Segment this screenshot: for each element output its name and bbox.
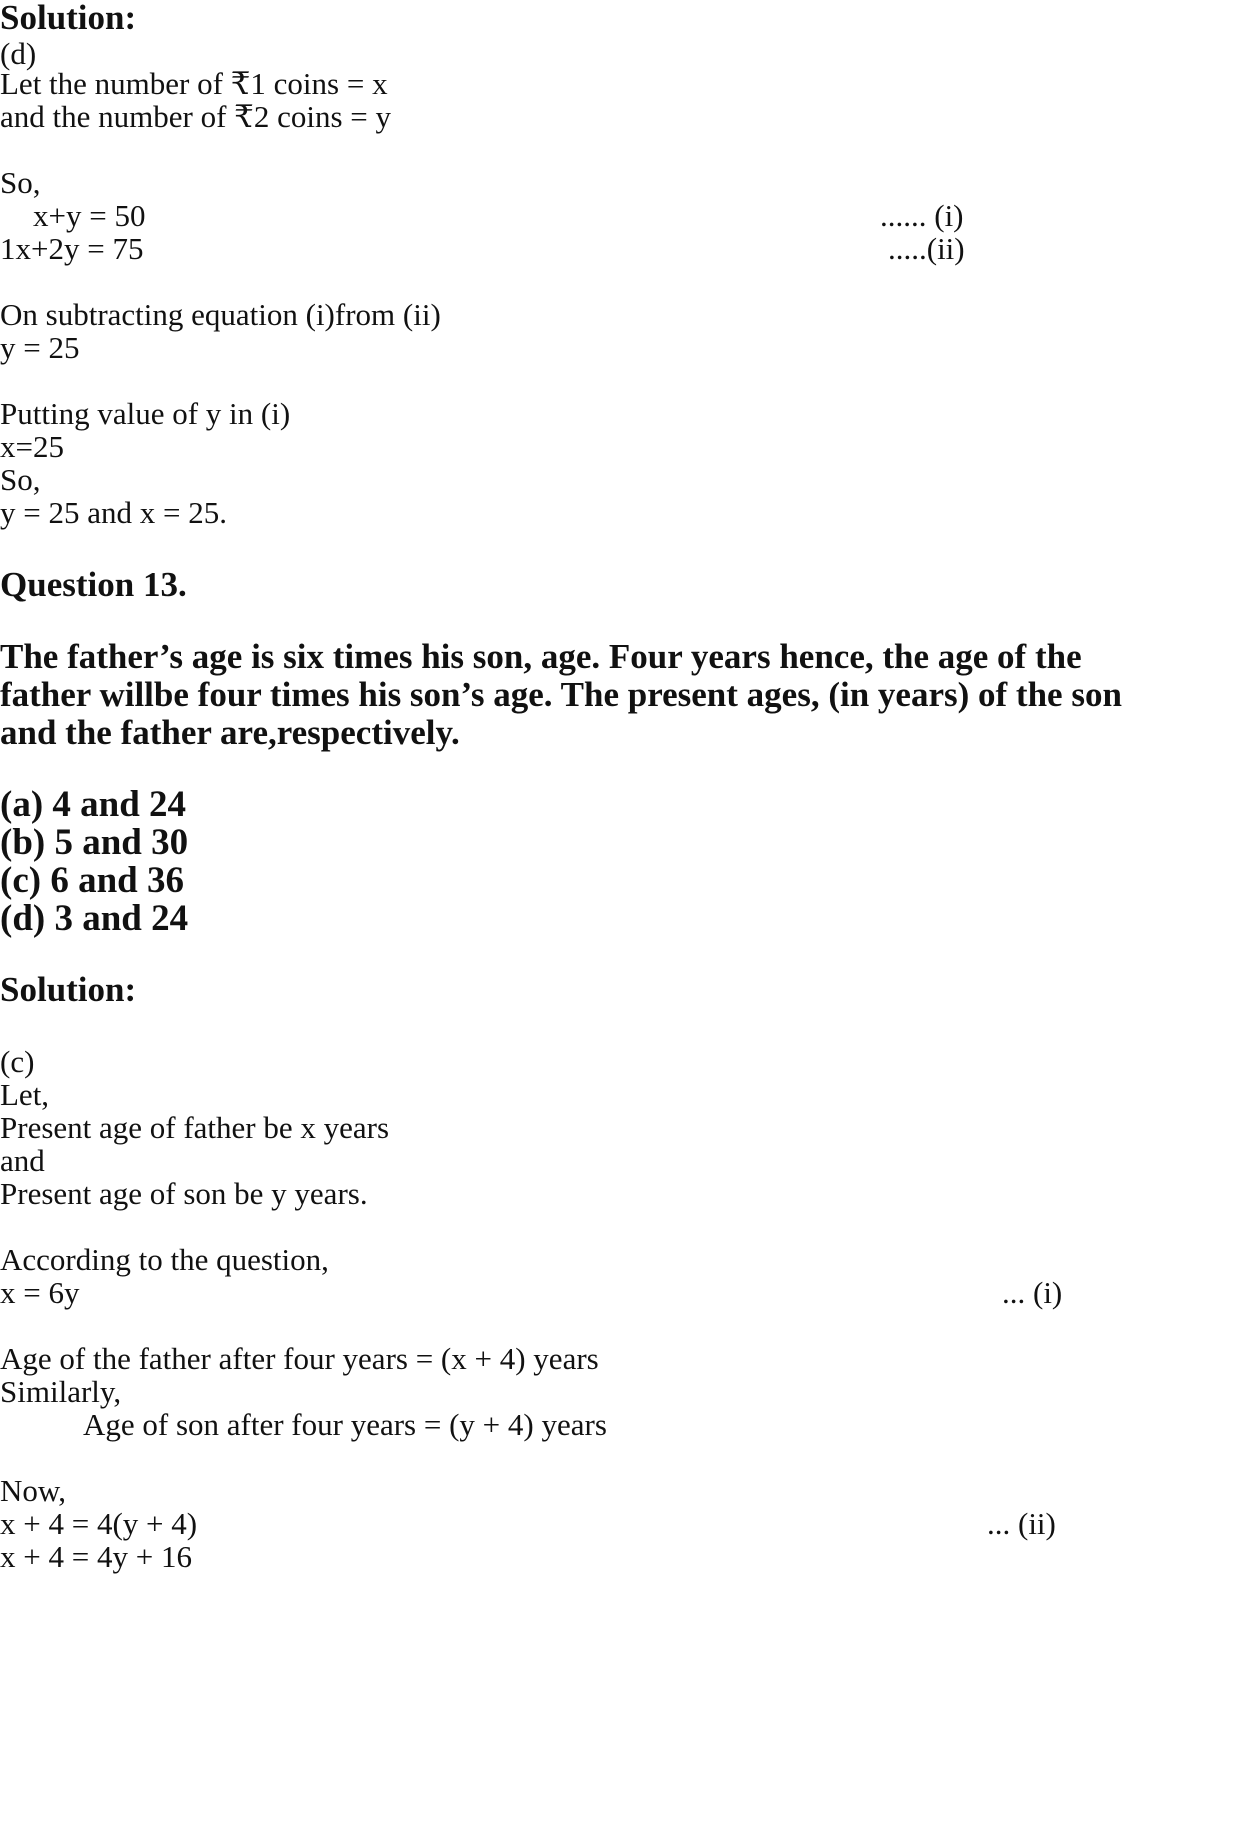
equation: x = 6y [0,1275,80,1310]
question-text: father willbe four times his son’s age. The present ages, (in years) of the son [0,675,1122,714]
solution-line: y = 25 and x = 25. [0,495,227,530]
question-heading: Question 13. [0,565,187,604]
solution-line: Now, [0,1473,67,1508]
solution-line: Present age of son be y years. [0,1176,368,1211]
option-b: (b) 5 and 30 [0,822,189,863]
solution-line: Age of the father after four years = (x + 4) years [0,1341,599,1376]
equation-ref: ... (ii) [987,1506,1056,1541]
solution-line: and the number of ₹2 coins = y [0,99,392,134]
equation: x+y = 50 [33,198,146,233]
solution-heading: Solution: [0,970,137,1009]
equation-ref: ...... (i) [880,198,964,233]
option-d: (d) 3 and 24 [0,898,189,939]
equation: x=25 [0,429,64,464]
equation: x + 4 = 4y + 16 [0,1539,192,1574]
solution-line: So, [0,462,41,497]
question-text: and the father are,respectively. [0,713,460,752]
equation: x + 4 = 4(y + 4) [0,1506,198,1541]
solution-line: Let, [0,1077,50,1112]
answer-choice: (d) [0,36,37,71]
equation-ref: ... (i) [1002,1275,1063,1310]
solution-line: Putting value of y in (i) [0,396,291,431]
solution-line: Similarly, [0,1374,122,1409]
equation: y = 25 [0,330,80,365]
question-text: The father’s age is six times his son, age. Four years hence, the age of the [0,637,1082,676]
equation: 1x+2y = 75 [0,231,144,266]
equation-ref: .....(ii) [888,231,965,266]
solution-line: Present age of father be x years [0,1110,390,1145]
solution-line: So, [0,165,41,200]
solution-line: and [0,1143,45,1178]
solution-heading: Solution: [0,0,137,37]
solution-line: On subtracting equation (i)from (ii) [0,297,441,332]
answer-choice: (c) [0,1044,35,1079]
solution-line: Age of son after four years = (y + 4) years [83,1407,607,1442]
option-c: (c) 6 and 36 [0,860,184,901]
option-a: (a) 4 and 24 [0,784,187,825]
solution-line: According to the question, [0,1242,329,1277]
solution-line: Let the number of ₹1 coins = x [0,66,388,101]
